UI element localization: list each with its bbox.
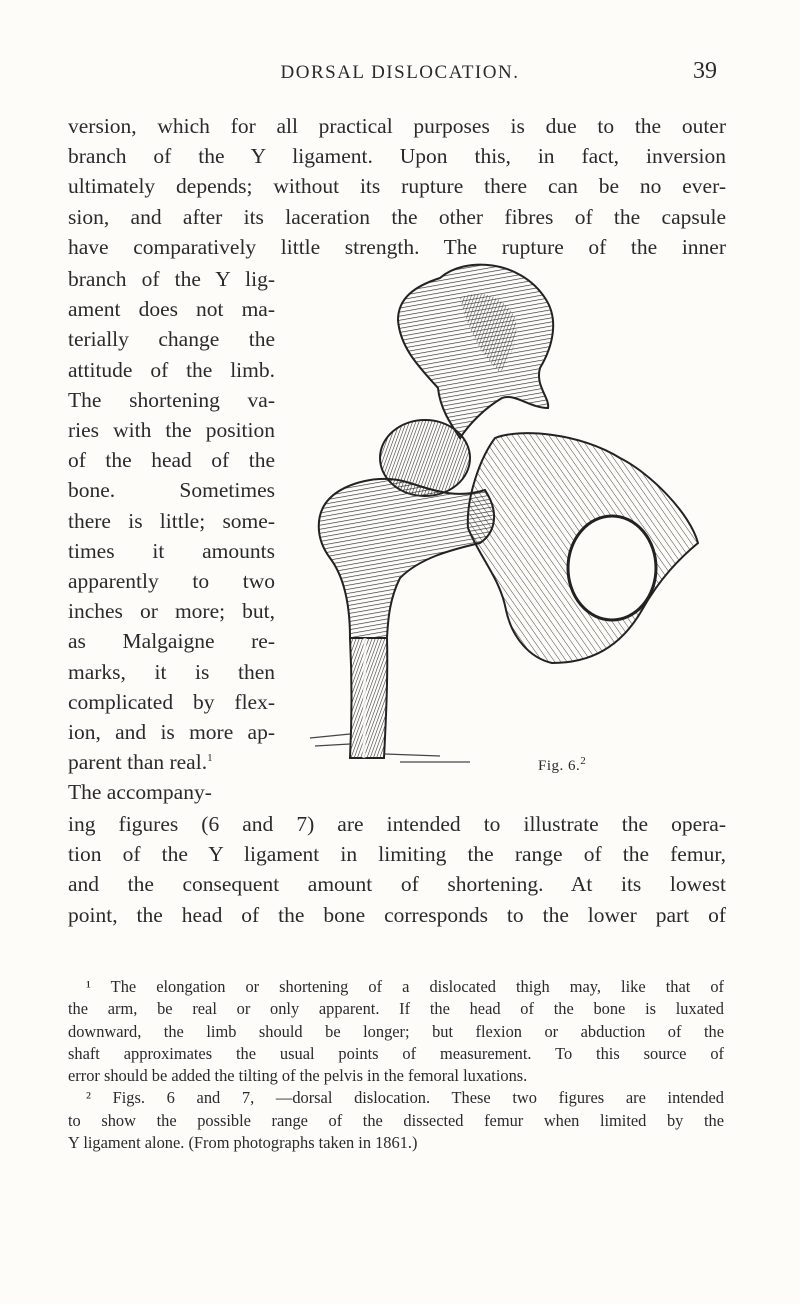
figure-caption: [538, 755, 587, 775]
footnote-line: shaft approximates the usual points of measurement. To this source of: [68, 1043, 724, 1063]
text-line: apparently to two: [68, 569, 275, 594]
text-line: have comparatively little strength. The rupture of the inner: [68, 234, 726, 259]
text-line: branch of the Y ligament. Upon this, in fact, inversion: [68, 144, 726, 169]
text-line: and the consequent amount of shortening. At its lowest: [68, 872, 726, 897]
text-line-with-footnote: [68, 747, 275, 777]
text-line: ament does not ma-: [68, 297, 275, 322]
text-line: ultimately depends; without its rupture there can be no ever-: [68, 174, 726, 199]
text-line: ing figures (6 and 7) are intended to illustrate the opera-: [68, 812, 726, 836]
text-line: point, the head of the bone corresponds to the lower part of: [68, 902, 726, 927]
footnote-line: ² Figs. 6 and 7, —dorsal dislocation. These two figures are intended: [86, 1088, 724, 1108]
hip-joint-illustration: [290, 258, 710, 798]
femur-shaft: [350, 638, 387, 758]
text-line: complicated by flex-: [68, 689, 275, 714]
text-line: parent than real.: [68, 750, 208, 775]
text-line: as Malgaigne re-: [68, 629, 275, 654]
figure-footnote-marker: 2: [580, 755, 587, 767]
femur-pelvis-engraving: [290, 258, 710, 798]
figure-caption-text: Fig. 6.: [538, 758, 581, 774]
footnote-line: downward, the limb should be longer; but flexion or abduction of the: [68, 1021, 724, 1041]
footnote-marker: 1: [207, 752, 213, 765]
text-line: attitude of the limb.: [68, 357, 275, 382]
text-line: of the head of the: [68, 448, 275, 473]
footnote-line: Y ligament alone. (From photographs taken in 1861.): [68, 1133, 418, 1153]
footnote-line: to show the possible range of the dissected femur when limited by the: [68, 1110, 724, 1130]
text-line: terially change the: [68, 327, 275, 352]
femur-neck: [319, 479, 494, 638]
text-line: The accompany-: [68, 780, 212, 805]
footnote-1: [68, 976, 724, 1087]
text-line: version, which for all practical purposes is due to the outer: [68, 114, 726, 138]
paragraph-bottom: [68, 809, 726, 930]
ilium-shape: [398, 265, 553, 438]
text-line: times it amounts: [68, 538, 275, 563]
footnote-line: ¹ The elongation or shortening of a dislocated thigh may, like that of: [86, 977, 724, 996]
footnote-2: [68, 1087, 724, 1154]
text-line: branch of the Y lig-: [68, 267, 275, 291]
text-line: ries with the position: [68, 418, 275, 443]
footnotes: [68, 976, 724, 1154]
text-line: The shortening va-: [68, 387, 275, 412]
footnote-line: the arm, be real or only apparent. If the head of the bone is luxated: [68, 999, 724, 1019]
running-head: DORSAL DISLOCATION.: [280, 62, 520, 83]
text-line: tion of the Y ligament in limiting the range of the femur,: [68, 842, 726, 867]
wrapped-text-column: [68, 264, 275, 808]
text-line: there is little; some-: [68, 508, 275, 533]
text-line: marks, it is then: [68, 659, 275, 684]
paragraph-top: [68, 111, 726, 262]
footnote-line: error should be added the tilting of the pelvis in the femoral luxations.: [68, 1066, 528, 1086]
text-line: inches or more; but,: [68, 599, 275, 624]
text-line: sion, and after its laceration the other fibres of the capsule: [68, 204, 726, 229]
page-number: 39: [693, 58, 717, 84]
text-line: ion, and is more ap-: [68, 720, 275, 745]
obturator-foramen: [568, 516, 656, 620]
text-line: bone. Sometimes: [68, 478, 275, 503]
